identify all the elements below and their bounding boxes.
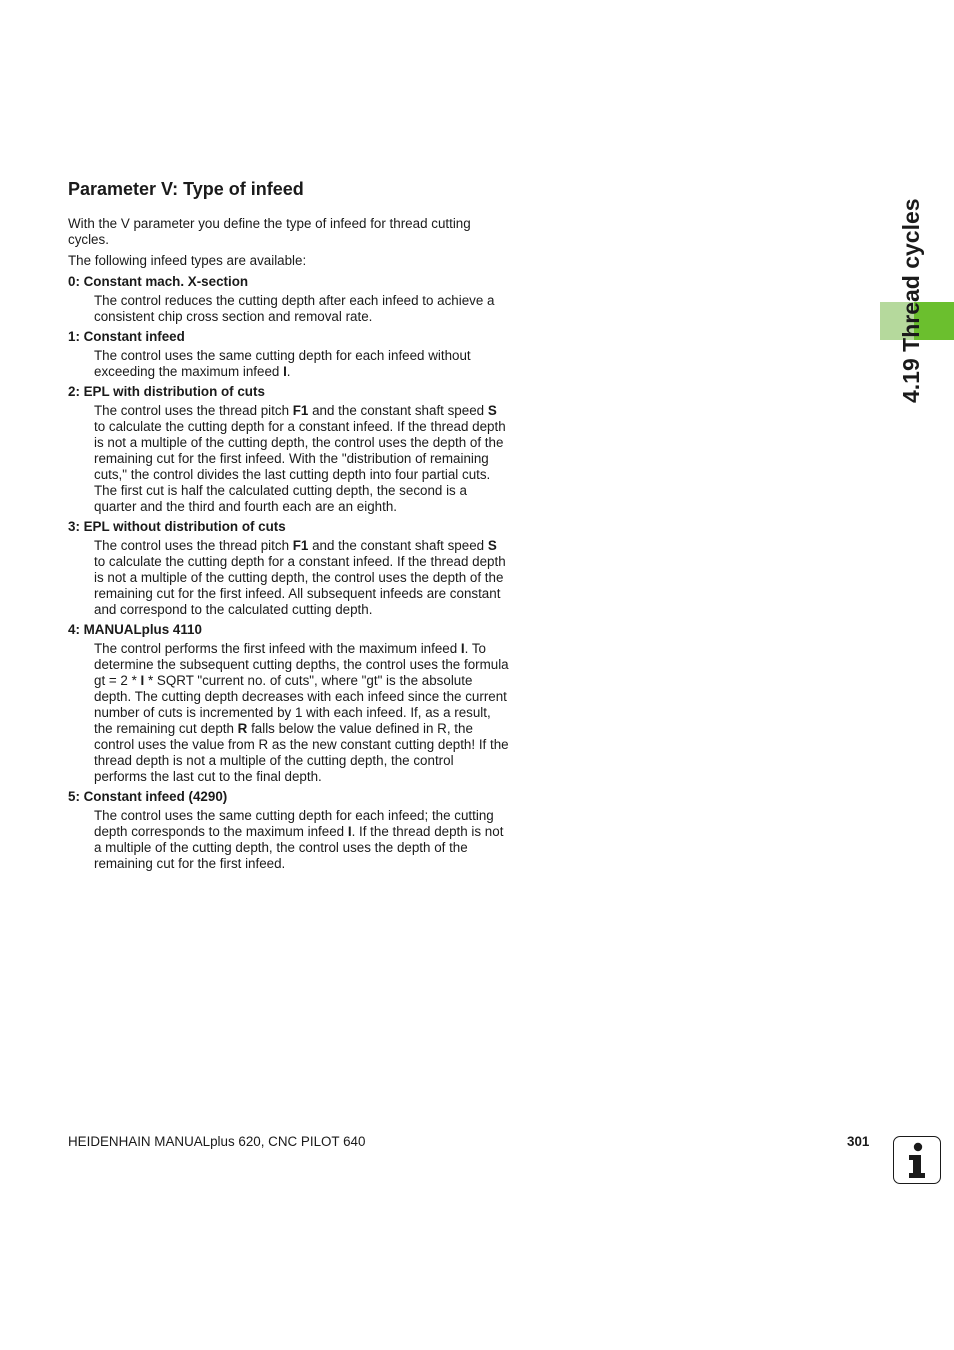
infeed-type-description <box>94 293 510 325</box>
description-text: . <box>286 364 291 379</box>
footer-product: HEIDENHAIN MANUALplus 620, CNC PILOT 640 <box>68 1134 366 1149</box>
parameter-name: R <box>237 721 248 736</box>
description-text: falls below the value defined in R, the control uses the value from R as the new constant cutting depth! If the thread depth is not a multiple of the cutting depth, the control performs the last cut to the final depth. <box>94 721 509 784</box>
infeed-type-description <box>94 348 510 380</box>
parameter-name: F1 <box>292 538 309 553</box>
chapter-title: 4.19 Thread cycles <box>898 198 924 403</box>
info-icon <box>893 1136 941 1184</box>
description-text: * SQRT "current no. of cuts", where "gt" is the absolute depth. The cutting depth decreases with each infeed since the current number of cuts is incremented by 1 with each infeed. If, as a result, the remaining cut depth <box>94 673 507 736</box>
parameter-name: I <box>283 364 287 379</box>
parameter-name: I <box>347 824 352 839</box>
infeed-type-title: 1: Constant infeed <box>68 329 185 344</box>
parameter-name: S <box>487 403 497 418</box>
infeed-type-title: 4: MANUALplus 4110 <box>68 622 202 637</box>
description-text: The control reduces the cutting depth after each infeed to achieve a consistent chip cross section and removal rate. <box>94 293 495 324</box>
parameter-name: I <box>140 673 145 688</box>
infeed-type-description <box>94 641 510 785</box>
intro-list-lead: The following infeed types are available: <box>68 253 307 268</box>
section-heading: Parameter V: Type of infeed <box>68 179 304 199</box>
parameter-name: I <box>460 641 465 656</box>
main-content <box>68 178 510 872</box>
infeed-type-description <box>94 538 510 618</box>
description-text: The control uses the thread pitch <box>94 538 293 553</box>
description-text: The control uses the same cutting depth for each infeed without exceeding the maximum infeed <box>94 348 471 379</box>
description-text: . If the thread depth is not a multiple of the cutting depth, the control uses the depth of the remaining cut for the first infeed. <box>94 824 504 871</box>
description-text: The control uses the thread pitch <box>94 403 293 418</box>
description-text: to calculate the cutting depth for a constant infeed. If the thread depth is not a multiple of the cutting depth, the control uses the depth of the remaining cut for the first infeed. All subsequent infeeds are constant and correspond to the calculated cutting depth. <box>94 554 506 617</box>
parameter-name: S <box>487 538 497 553</box>
infeed-type-description <box>94 808 510 872</box>
description-text: to calculate the cutting depth for a constant infeed. If the thread depth is not a multiple of the cutting depth, the control uses the depth of the remaining cut for the first infeed. With the "distribution of remaining cuts," the control divides the last cutting depth into four partial cuts. The first cut is half the calculated cutting depth, the second is a quarter and the third and fourth each are an eighth. <box>94 419 506 514</box>
description-text: and the constant shaft speed <box>308 403 488 418</box>
description-text: The control uses the same cutting depth for each infeed; the cutting depth corresponds to the maximum infeed <box>94 808 494 839</box>
description-text: . To determine the subsequent cutting depths, the control uses the formula gt = 2 * <box>94 641 509 688</box>
intro-paragraph: With the V parameter you define the type of infeed for thread cutting cycles. <box>68 216 471 247</box>
infeed-type-list <box>68 274 510 872</box>
infeed-type-title: 0: Constant mach. X-section <box>68 274 249 289</box>
infeed-type-title: 3: EPL without distribution of cuts <box>68 519 286 534</box>
description-text: and the constant shaft speed <box>308 538 488 553</box>
infeed-type-title: 5: Constant infeed (4290) <box>68 789 228 804</box>
description-text: The control performs the first infeed with the maximum infeed <box>94 641 461 656</box>
infeed-type-description <box>94 403 510 515</box>
parameter-name: F1 <box>292 403 309 418</box>
page-number: 301 <box>847 1134 870 1149</box>
infeed-type-title: 2: EPL with distribution of cuts <box>68 384 265 399</box>
